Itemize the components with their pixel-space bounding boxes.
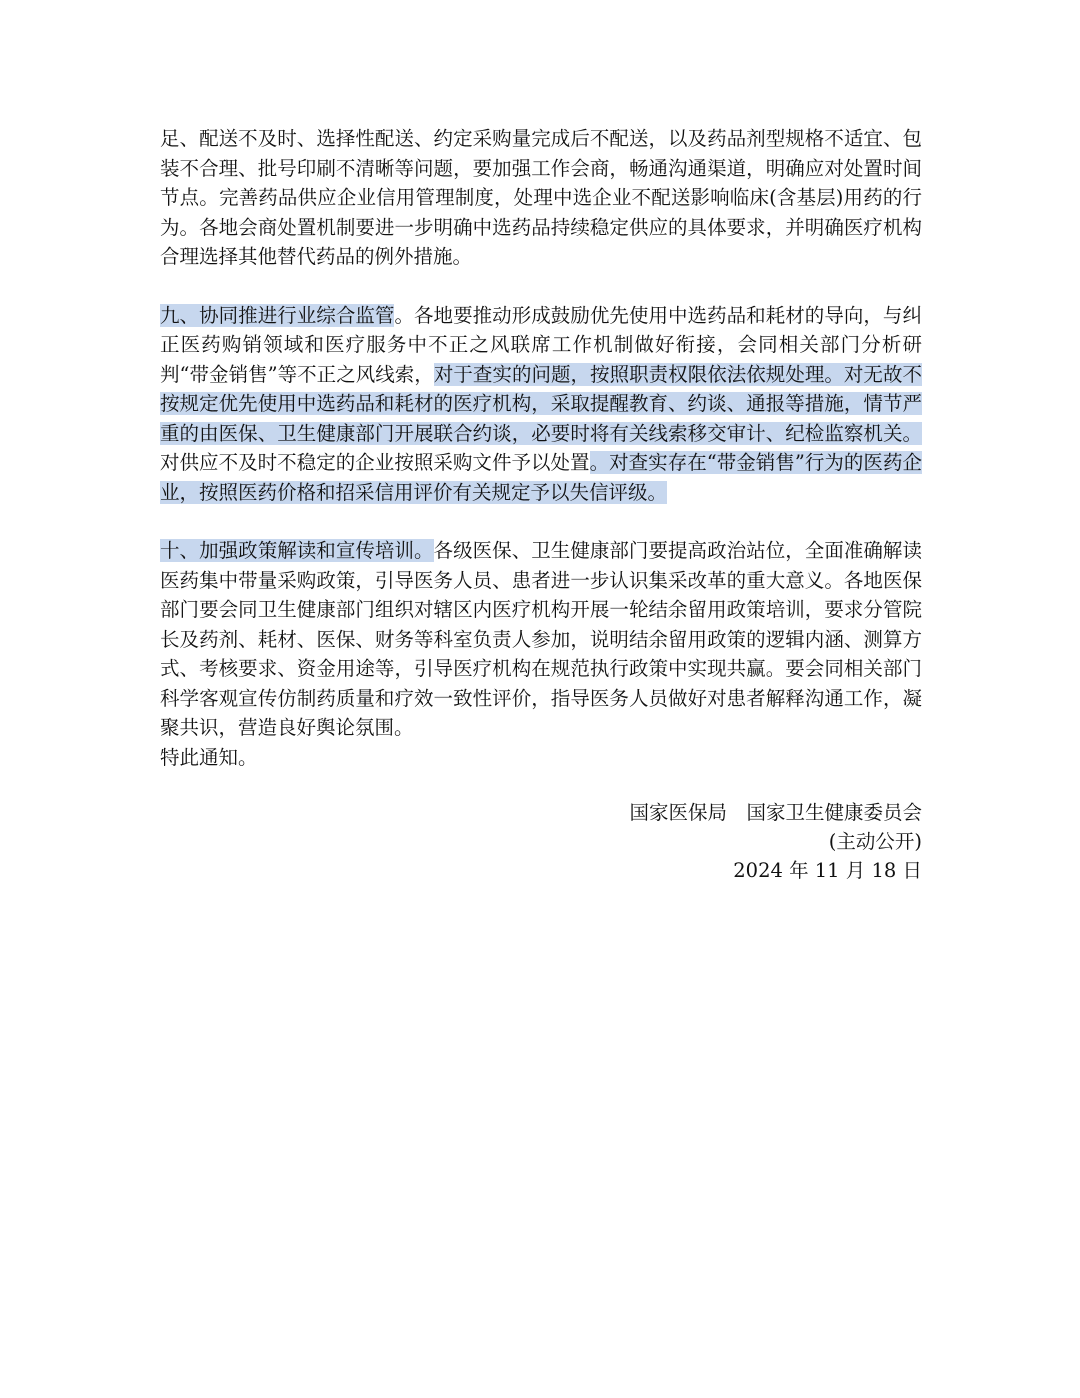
paragraph-supervision xyxy=(160,301,922,508)
paragraph-text: 。各地要推动形成鼓励优先使用中选药品和耗材的导向，与纠正医药购销领域和医疗服务中不正之风联席工作机制做好衔接，会同相关部门分析研判“带金销售”等不正之风线索， xyxy=(160,303,922,386)
signature-block xyxy=(160,798,922,885)
paragraph-spacer xyxy=(160,507,922,536)
paragraph-text: 对供应不及时不稳定的企业按照采购文件予以处置 xyxy=(160,451,590,474)
highlighted-text[interactable]: 对于查实的问题，按照职责权限依法依规处理。对无故不按规定优先使用中选药品和耗材的医疗机构，采取提醒教育、约谈、通报等措施，情节严重的由医保、卫生健康部门开展联合约谈，必要时将有关线索移交审计、纪检监察机关。 xyxy=(160,362,922,445)
disclosure-note: (主动公开) xyxy=(828,830,922,853)
document-body xyxy=(160,124,922,885)
paragraph-training xyxy=(160,536,922,743)
section-heading-nine[interactable]: 九、协同推进行业综合监管 xyxy=(160,303,395,327)
issue-date: 2024 年 11 月 18 日 xyxy=(733,859,922,882)
paragraph-text: 各级医保、卫生健康部门要提高政治站位，全面准确解读医药集中带量采购政策，引导医务人员、患者进一步认识集采改革的重大意义。各地医保部门要会同卫生健康部门组织对辖区内医疗机构开展一轮结余留用政策培训，要求分管院长及药剂、耗材、医保、财务等科室负责人参加，说明结余留用政策的逻辑内涵、测算方式、考核要求、资金用途等，引导医疗机构在规范执行政策中实现共赢。要会同相关部门科学客观宣传仿制药质量和疗效一致性评价，指导医务人员做好对患者解释沟通工作，凝聚共识，营造良好舆论氛围。 xyxy=(160,539,922,739)
highlighted-text[interactable]: 。对查实存在“带金销售”行为的医药企业，按照医药价格和招采信用评价有关规定予以失信评级。 xyxy=(160,451,922,504)
paragraph-supply-disposal xyxy=(160,124,922,272)
paragraph-text: 足、配送不及时、选择性配送、约定采购量完成后不配送，以及药品剂型规格不适宜、包装不合理、批号印刷不清晰等问题，要加强工作会商，畅通沟通渠道，明确应对处置时间节点。完善药品供应企业信用管理制度，处理中选企业不配送影响临床(含基层)用药的行为。各地会商处置机制要进一步明确中选药品持续稳定供应的具体要求，并明确医疗机构合理选择其他替代药品的例外措施。 xyxy=(160,127,922,268)
issuer-names: 国家医保局 国家卫生健康委员会 xyxy=(629,801,922,824)
closing-text: 特此通知。 xyxy=(160,745,258,769)
section-heading-ten[interactable]: 十、加强政策解读和宣传培训。 xyxy=(160,539,434,562)
closing-line xyxy=(160,743,922,773)
paragraph-spacer xyxy=(160,272,922,301)
